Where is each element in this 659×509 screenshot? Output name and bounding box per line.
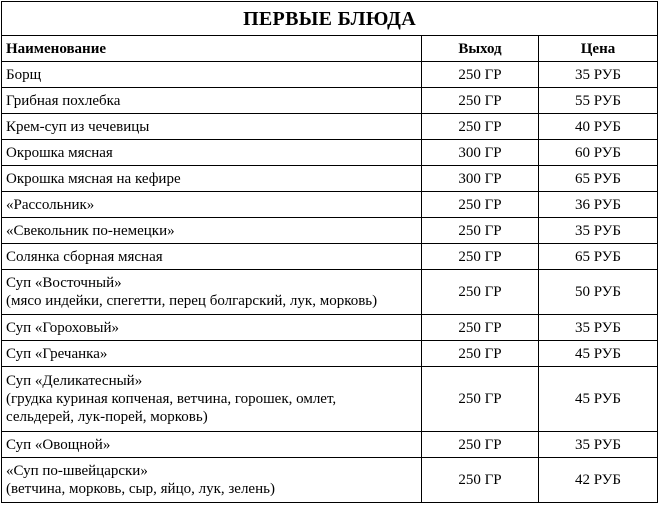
dish-title: «Рассольник» xyxy=(6,196,95,213)
dish-price: 42 РУБ xyxy=(539,458,658,503)
dish-output: 300 ГР xyxy=(422,166,539,192)
header-price: Цена xyxy=(539,36,658,62)
dish-description: (ветчина, морковь, сыр, яйцо, лук, зелень) xyxy=(6,481,275,497)
dish-title: «Суп по-швейцарски» xyxy=(6,463,148,479)
table-row xyxy=(2,341,658,367)
dish-title: Суп «Гороховый» xyxy=(6,319,120,336)
dish-title: Суп «Деликатесный» xyxy=(6,373,143,389)
dish-price: 50 РУБ xyxy=(539,270,658,315)
dish-name xyxy=(2,218,422,244)
dish-title: Грибная похлебка xyxy=(6,92,121,109)
dish-output: 250 ГР xyxy=(422,192,539,218)
dish-output: 250 ГР xyxy=(422,367,539,432)
dish-price: 35 РУБ xyxy=(539,315,658,341)
dish-output: 250 ГР xyxy=(422,114,539,140)
menu-title: ПЕРВЫЕ БЛЮДА xyxy=(2,2,658,36)
dish-description: сельдерей, лук-порей, морковь) xyxy=(6,409,208,425)
dish-price: 65 РУБ xyxy=(539,244,658,270)
dish-output: 250 ГР xyxy=(422,88,539,114)
dish-price: 40 РУБ xyxy=(539,114,658,140)
dish-name xyxy=(2,140,422,166)
dish-name xyxy=(2,166,422,192)
table-row xyxy=(2,114,658,140)
table-row xyxy=(2,62,658,88)
dish-name xyxy=(2,432,422,458)
table-row xyxy=(2,244,658,270)
dish-output: 250 ГР xyxy=(422,270,539,315)
dish-price: 60 РУБ xyxy=(539,140,658,166)
dish-name xyxy=(2,244,422,270)
dish-output: 250 ГР xyxy=(422,218,539,244)
dish-price: 45 РУБ xyxy=(539,367,658,432)
dish-name xyxy=(2,367,422,432)
dish-name xyxy=(2,62,422,88)
table-row xyxy=(2,140,658,166)
dish-price: 36 РУБ xyxy=(539,192,658,218)
dish-name xyxy=(2,114,422,140)
dish-description: (мясо индейки, спегетти, перец болгарский, лук, морковь) xyxy=(6,293,378,309)
dish-title: Суп «Восточный» xyxy=(6,275,122,291)
dish-title: Борщ xyxy=(6,66,42,83)
table-row xyxy=(2,367,658,432)
dish-price: 45 РУБ xyxy=(539,341,658,367)
header-name: Наименование xyxy=(2,36,422,62)
table-row xyxy=(2,166,658,192)
dish-name xyxy=(2,192,422,218)
dish-output: 250 ГР xyxy=(422,341,539,367)
dish-title: Окрошка мясная xyxy=(6,144,113,161)
table-row xyxy=(2,88,658,114)
menu-table xyxy=(1,1,658,503)
dish-output: 250 ГР xyxy=(422,315,539,341)
dish-title: «Свекольник по-немецки» xyxy=(6,222,175,239)
dish-output: 250 ГР xyxy=(422,458,539,503)
dish-name xyxy=(2,88,422,114)
table-row xyxy=(2,432,658,458)
dish-name xyxy=(2,341,422,367)
table-row xyxy=(2,270,658,315)
dish-name xyxy=(2,270,422,315)
dish-description: (грудка куриная копченая, ветчина, горошек, омлет, xyxy=(6,391,337,407)
dish-price: 35 РУБ xyxy=(539,432,658,458)
dish-output: 300 ГР xyxy=(422,140,539,166)
dish-output: 250 ГР xyxy=(422,62,539,88)
dish-price: 55 РУБ xyxy=(539,88,658,114)
dish-title: Крем-суп из чечевицы xyxy=(6,118,150,135)
dish-price: 35 РУБ xyxy=(539,62,658,88)
table-row xyxy=(2,315,658,341)
dish-title: Солянка сборная мясная xyxy=(6,248,163,265)
table-row xyxy=(2,458,658,503)
dish-name xyxy=(2,315,422,341)
dish-price: 65 РУБ xyxy=(539,166,658,192)
header-row xyxy=(2,36,658,62)
table-row xyxy=(2,192,658,218)
dish-title: Суп «Гречанка» xyxy=(6,345,108,362)
dish-title: Суп «Овощной» xyxy=(6,436,111,453)
dish-title: Окрошка мясная на кефире xyxy=(6,170,181,187)
dish-name xyxy=(2,458,422,503)
table-row xyxy=(2,218,658,244)
title-row xyxy=(2,2,658,36)
dish-output: 250 ГР xyxy=(422,244,539,270)
header-output: Выход xyxy=(422,36,539,62)
dish-price: 35 РУБ xyxy=(539,218,658,244)
dish-output: 250 ГР xyxy=(422,432,539,458)
